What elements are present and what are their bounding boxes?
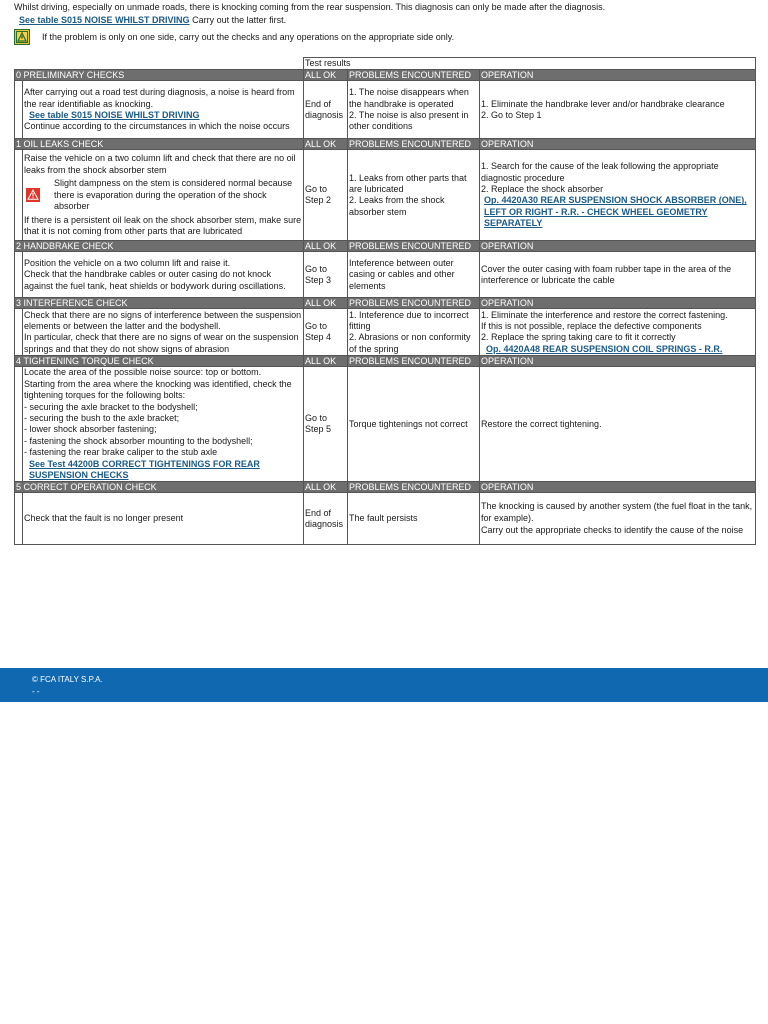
problem-item: 2. The noise is also present in other conditions [349, 109, 469, 132]
intro-line-2-tail: Carry out the latter first. [192, 15, 287, 25]
operation-header: OPERATION [480, 356, 756, 367]
all-ok-cell: End of diagnosis [304, 81, 348, 139]
step-body [15, 493, 756, 545]
desc-text: If there is a persistent oil leak on the shock absorber stem, make sure that it is not coming from other parts that are lubricated [24, 214, 302, 236]
problems-header: PROBLEMS ENCOUNTERED [348, 356, 480, 367]
test-results-row [15, 58, 756, 70]
desc-text: Locate the area of the possible noise source: top or bottom. [24, 367, 262, 378]
operation-cell [480, 309, 756, 356]
all-ok-header: ALL OK [304, 241, 348, 252]
bullet-item: - lower shock absorber fastening; [24, 424, 157, 435]
all-ok-header: ALL OK [304, 70, 348, 81]
desc-text: Raise the vehicle on a two column lift and check that there are no oil leaks from the shock absorber stem [24, 153, 296, 175]
problem-item: 2. Leaks from the shock absorber stem [349, 195, 445, 217]
step-header [15, 70, 756, 81]
operation-cell [480, 81, 756, 139]
step-number: 2 [16, 241, 22, 252]
problems-cell [348, 309, 480, 356]
intro [14, 0, 759, 47]
all-ok-header: ALL OK [304, 482, 348, 493]
step-number: 1 [16, 139, 22, 150]
step-body [15, 150, 756, 241]
all-ok-cell: End of diagnosis [304, 493, 348, 545]
step-title: CORRECT OPERATION CHECK [23, 482, 304, 493]
problems-header: PROBLEMS ENCOUNTERED [348, 70, 480, 81]
problems-header: PROBLEMS ENCOUNTERED [348, 241, 480, 252]
step-number: 4 [16, 356, 22, 367]
step-body [15, 367, 756, 482]
operation-item: 2. Go to Step 1 [481, 109, 542, 120]
step-body [15, 81, 756, 139]
step-description: Check that the fault is no longer present [23, 493, 304, 545]
intro-text: Whilst driving, especially on unmade roads, there is knocking coming from the rear suspension. This diagnosis can only be made after the diagnosis. [14, 2, 606, 12]
step-title: OIL LEAKS CHECK [23, 139, 304, 150]
desc-text: Check that the handbrake cables or outer casing do not knock against the fuel tank, heat shields or bodywork during oscillations. [24, 269, 286, 291]
operation-item: 2. Replace the spring taking care to fit it correctly [481, 332, 676, 343]
all-ok-header: ALL OK [304, 298, 348, 309]
bullet-item: - fastening the rear brake caliper to the stub axle [24, 447, 218, 458]
all-ok-header: ALL OK [304, 356, 348, 367]
operation-header: OPERATION [480, 139, 756, 150]
op-4420a48-link[interactable]: Op. 4420A48 REAR SUSPENSION COIL SPRINGS - R.R. [486, 343, 723, 354]
all-ok-header: ALL OK [304, 139, 348, 150]
desc-text: Continue according to the circumstances in which the noise occurs [24, 121, 290, 132]
operation-cell: Cover the outer casing with foam rubber tape in the area of the interference or lubricate the cable [480, 252, 756, 298]
step-number: 0 [16, 70, 22, 81]
operation-cell [480, 150, 756, 241]
step-title: HANDBRAKE CHECK [23, 241, 304, 252]
problems-cell: The fault persists [348, 493, 480, 545]
step-body [15, 309, 756, 356]
operation-cell: Restore the correct tightening. [480, 367, 756, 482]
operation-header: OPERATION [480, 298, 756, 309]
problem-item: 1. Inteference due to incorrect fitting [349, 309, 469, 331]
step-header [15, 356, 756, 367]
see-table-s015-link[interactable]: See table S015 NOISE WHILST DRIVING [29, 109, 200, 120]
copyright: © FCA ITALY S.P.A. [32, 675, 103, 684]
operation-item: 1. Eliminate the interference and restore the correct fastening. [481, 309, 728, 320]
all-ok-cell: Go to Step 5 [304, 367, 348, 482]
step-number: 3 [16, 298, 22, 309]
step-description [23, 81, 304, 139]
problems-header: PROBLEMS ENCOUNTERED [348, 482, 480, 493]
step-title: TIGHTENING TORQUE CHECK [23, 356, 304, 367]
desc-text: Check that there are no signs of interference between the suspension elements or between the latter and the bodyshell. [24, 309, 302, 331]
problem-item: 2. Abrasions or non conformity of the spring [349, 332, 471, 354]
note-row [14, 27, 759, 47]
problems-cell [348, 81, 480, 139]
operation-item: 1. Search for the cause of the leak following the appropriate diagnostic procedure [481, 161, 719, 183]
desc-text: Position the vehicle on a two column lift and raise it. [24, 257, 231, 268]
step-title: PRELIMINARY CHECKS [23, 70, 304, 81]
all-ok-cell: Go to Step 3 [304, 252, 348, 298]
problems-cell: Torque tightenings not correct [348, 367, 480, 482]
step-body [15, 252, 756, 298]
note-text: If the problem is only on one side, carry out the checks and any operations on the appropriate side only. [42, 32, 455, 42]
step-number: 5 [16, 482, 22, 493]
operation-item: Carry out the appropriate checks to identify the cause of the noise [481, 525, 744, 536]
operation-cell [480, 493, 756, 545]
operation-item: The knocking is caused by another system (the fuel float in the tank, for example). [481, 501, 753, 523]
warning-box [24, 178, 302, 212]
problems-header: PROBLEMS ENCOUNTERED [348, 298, 480, 309]
step-header [15, 298, 756, 309]
step-header [15, 139, 756, 150]
operation-item: 1. Eliminate the handbrake lever and/or handbrake clearance [481, 98, 725, 109]
test-results-label: Test results [304, 58, 756, 70]
operation-header: OPERATION [480, 241, 756, 252]
footer-sub: - - [32, 687, 40, 696]
step-description [23, 309, 304, 356]
bullet-item: - fastening the shock absorber mounting to the bodyshell; [24, 435, 253, 446]
all-ok-cell: Go to Step 2 [304, 150, 348, 241]
problems-cell [348, 150, 480, 241]
warning-icon [26, 188, 40, 202]
problems-cell: Inteference between outer casing or cables and other elements [348, 252, 480, 298]
op-4420a30-link[interactable]: Op. 4420A30 REAR SUSPENSION SHOCK ABSORBER (ONE), LEFT OR RIGHT - R.R. - CHECK WHEEL GEOMETRY SEPARATELY [484, 195, 747, 229]
step-description [23, 150, 304, 241]
operation-header: OPERATION [480, 482, 756, 493]
operation-header: OPERATION [480, 70, 756, 81]
step-header [15, 241, 756, 252]
step-description [23, 252, 304, 298]
see-test-44200b-link[interactable]: See Test 44200B CORRECT TIGHTENINGS FOR REAR SUSPENSION CHECKS [29, 458, 260, 481]
step-header [15, 482, 756, 493]
all-ok-cell: Go to Step 4 [304, 309, 348, 356]
diagnosis-table [14, 57, 756, 545]
problem-item: 1. Leaks from other parts that are lubricated [349, 172, 467, 194]
desc-text: After carrying out a road test during diagnosis, a noise is heard from the rear identifiable as knocking. [24, 87, 295, 109]
step-description [23, 367, 304, 482]
note-icon [14, 29, 30, 45]
problems-header: PROBLEMS ENCOUNTERED [348, 139, 480, 150]
see-table-s015-link[interactable]: See table S015 NOISE WHILST DRIVING [19, 15, 190, 25]
operation-item: If this is not possible, replace the defective components [481, 321, 702, 331]
warning-text: Slight dampness on the stem is considered normal because there is evaporation during the operation of the shock absorber [54, 178, 293, 212]
operation-item: 2. Replace the shock absorber [481, 184, 604, 194]
step-title: INTERFERENCE CHECK [23, 298, 304, 309]
bullet-item: - securing the axle bracket to the bodyshell; [24, 401, 198, 412]
footer [0, 668, 768, 702]
desc-text: In particular, check that there are no signs of wear on the suspension springs and that they do not show signs of abrasion [24, 332, 299, 354]
desc-text: Starting from the area where the knocking was identified, check the tightening torques for the following bolts: [24, 378, 292, 401]
problem-item: 1. The noise disappears when the handbrake is operated [349, 87, 469, 109]
intro-line-2 [14, 13, 759, 27]
bullet-item: - securing the bush to the axle bracket; [24, 413, 180, 424]
